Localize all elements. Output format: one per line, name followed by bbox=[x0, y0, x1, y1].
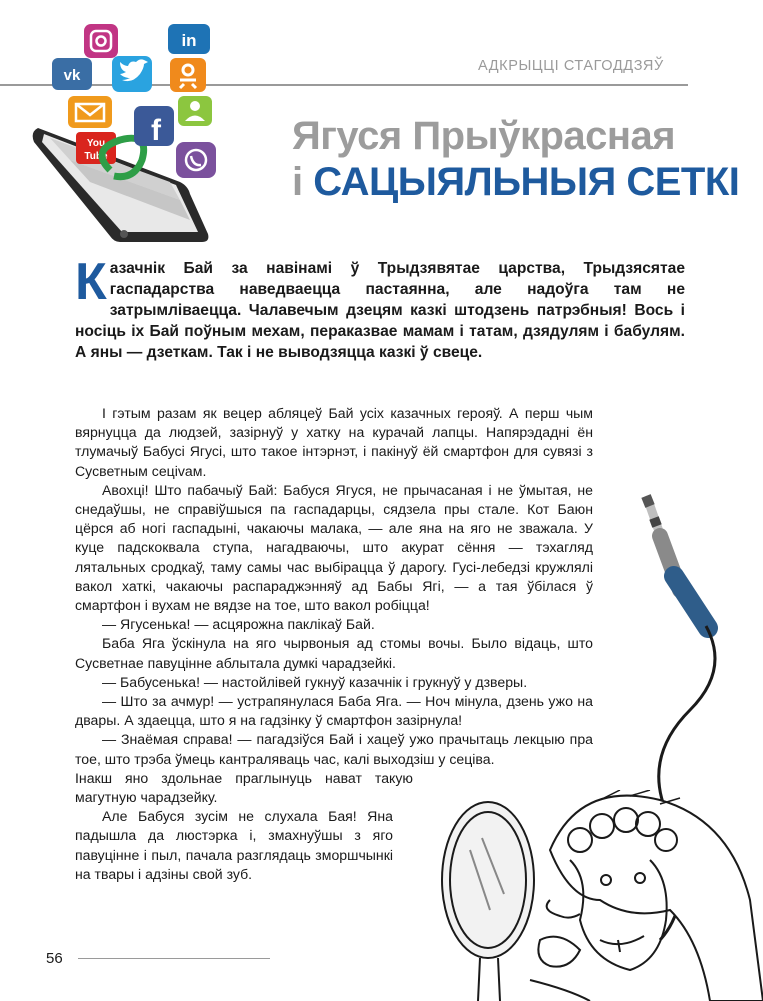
mail-icon bbox=[68, 96, 112, 128]
paragraph: — Ягусенька! — асцярожна паклікаў Бай. bbox=[102, 616, 375, 633]
svg-text:f: f bbox=[151, 114, 161, 147]
title-line-2 bbox=[292, 159, 752, 205]
page-number: 56 bbox=[46, 950, 63, 967]
svg-text:You: You bbox=[86, 138, 106, 149]
instagram-icon bbox=[84, 24, 118, 58]
lead-paragraph bbox=[75, 253, 685, 363]
article-title bbox=[292, 113, 752, 205]
lead-text: азачнік Бай за навінамі ў Трыдзявятае царства, Трыдзясятае гаспадарства наведваецца пастаянна, але надоўга там не затрымліваецца. Чалавечым дзецям казкі штодзень патрэбныя! Вось і носіць іх Бай поўным мехам, пераказвае мамам і татам, дзядулям і бабулям. А яны — дзеткам. Так і не выводзяцца казкі ў свеце. bbox=[75, 260, 685, 361]
svg-text:in: in bbox=[181, 31, 197, 50]
paragraph: Авохці! Што пабачыў Бай: Бабуся Ягуся, не прычасаная і не ўмытая, не снедаўшы, не справіўшыся па гаспадарцы, сядзела пры стале. Кот Баюн цёрся аб ногі гаспадыні, чакаючы малака, — але яна на яго не зважала. У куце падскоквала ступа, нагадваючы, што акурат сёння — тэхагляд лятальных сродкаў, таму самы час выбірацца ў дарогу. Гусі-лебедзі кружлялі вакол хаткі, чакаючы распараджэнняў ад Бабы Ягі, — а тая ўбілася ў смартфон і вухам не вядзе на тое, што вакол робіцца! bbox=[75, 481, 593, 614]
section-label: АДКРЫЦЦІ СТАГОДДЗЯЎ bbox=[478, 58, 664, 74]
paragraph: — Знаёмая справа! — пагадзіўся Бай і хацеў ужо прачытаць лекцыю пра тое, што трэба ўмець кантраляваць час, калі выходзіш у сеціва. bbox=[75, 731, 593, 767]
paragraph: — Бабусенька! — настойлівей гукнуў казачнік і грукнуў у дзверы. bbox=[102, 673, 528, 690]
vk-icon bbox=[52, 58, 92, 90]
title-caps: САЦЫЯЛЬНЫЯ СЕТКІ bbox=[313, 160, 740, 204]
svg-text:vk: vk bbox=[63, 67, 81, 84]
witch-with-mirror-illustration bbox=[430, 790, 763, 1001]
paragraph: Баба Яга ўскінула на яго чырвоныя ад стомы вочы. Было відаць, што Сусветнае павуціннe аблытала думкі чарадзейкі. bbox=[75, 635, 593, 671]
twitter-icon bbox=[112, 56, 152, 92]
contacts-icon bbox=[178, 96, 212, 126]
title-conjunction: і bbox=[292, 160, 314, 204]
title-line-1: Ягуся Прыўкрасная bbox=[292, 114, 676, 158]
social-media-illustration bbox=[30, 20, 230, 250]
viber-icon bbox=[176, 142, 216, 178]
footer-rule bbox=[78, 958, 270, 959]
paragraph: І гэтым разам як вецер абляцеў Бай усіх казачных герояў. А перш чым вярнуцца да людзей, зазірнуў у хатку на курачай лапцы. Напярэдадні ён тлумачыў Бабусі Ягусі, што такое інтэрнэт, і пакінуў ёй смартфон для сувязі з Сусветным сеціvам. bbox=[75, 405, 593, 479]
svg-text:Tube: Tube bbox=[84, 151, 108, 162]
linkedin-icon bbox=[168, 24, 210, 54]
facebook-icon bbox=[134, 106, 174, 147]
paragraph: Інакш яно здольнае праглынуць нават такую магутную чарадзейку. bbox=[75, 769, 413, 806]
audio-jack-icon bbox=[646, 496, 708, 628]
odnoklassniki-icon bbox=[170, 58, 206, 92]
drop-cap: К bbox=[75, 253, 107, 311]
paragraph: — Што за ачмур! — устрапянулася Баба Яга. — Ноч мінула, дзень ужо на двары. А здаецца, што я на гадзінку ў смартфон зазірнула! bbox=[75, 693, 593, 729]
paragraph: Але Бабуся зусім не слухала Бая! Яна падышла да люстэрка і, змахнуўшы з яго павуціннe і пыл, пачала разглядаць зморшчынкі на твары і адзіны свой зуб. bbox=[75, 808, 393, 882]
